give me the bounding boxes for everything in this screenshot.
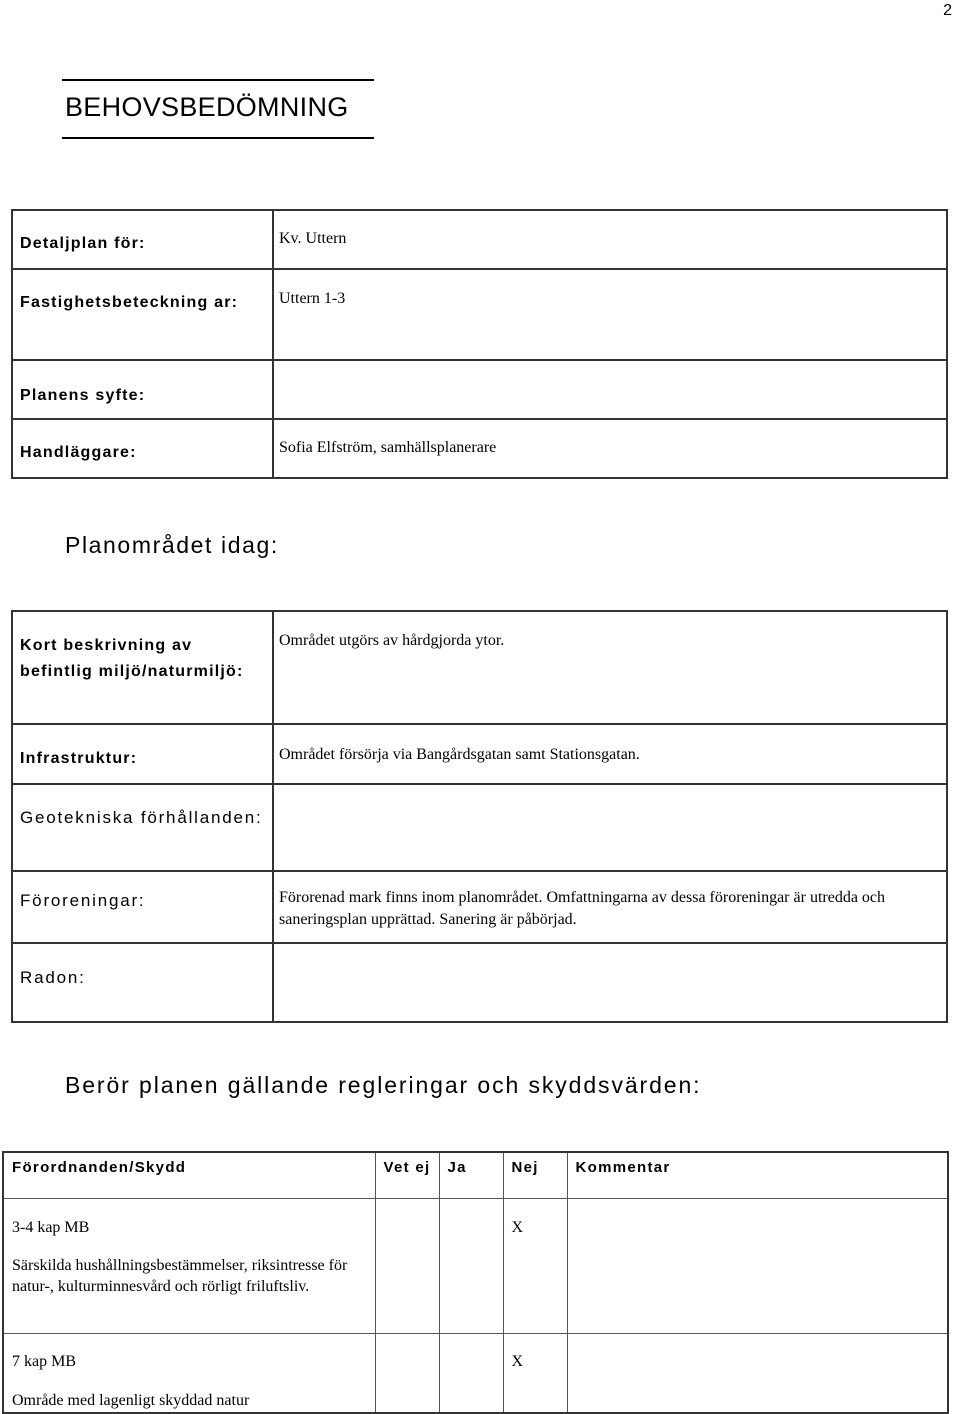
planomrade-table [11, 610, 948, 1023]
beskrivning-value: Området utgörs av hårdgjorda ytor. [273, 611, 947, 724]
row-2-ja [439, 1333, 503, 1413]
table-row [3, 1333, 948, 1413]
regleringar-heading: Berör planen gällande regleringar och skyddsvärden: [65, 1072, 702, 1098]
row-2-vet-ej [375, 1333, 439, 1413]
regleringar-header-row [3, 1152, 948, 1198]
geotekniska-value [273, 784, 947, 871]
row-handlaggare [12, 419, 947, 478]
title-bottom-rule [62, 137, 374, 139]
row-fororeningar [12, 871, 947, 943]
detaljplan-value: Kv. Uttern [273, 210, 947, 269]
regleringar-table [2, 1151, 949, 1414]
row-radon [12, 943, 947, 1022]
row-2-forordnande [3, 1333, 375, 1413]
row-detaljplan [12, 210, 947, 269]
detaljplan-label: Detaljplan för: [12, 210, 273, 269]
row-1-ja [439, 1198, 503, 1333]
infrastruktur-value: Området försörja via Bangårdsgatan samt Stationsgatan. [273, 724, 947, 784]
title-top-rule [62, 79, 374, 81]
geotekniska-label: Geotekniska förhållanden: [12, 784, 273, 871]
fastighet-label: Fastighetsbeteckning ar: [12, 269, 273, 360]
row-2-name: 7 kap MB [12, 1352, 76, 1370]
planomrade-heading: Planområdet idag: [65, 532, 279, 558]
row-1-kommentar [567, 1198, 948, 1333]
row-beskrivning [12, 611, 947, 724]
row-infrastruktur [12, 724, 947, 784]
row-2-kommentar [567, 1333, 948, 1413]
header-nej: Nej [503, 1152, 567, 1198]
row-fastighet [12, 269, 947, 360]
fororeningar-value: Förorenad mark finns inom planområdet. Omfattningarna av dessa föroreningar är utredda och saneringsplan upprättad. Sanering är påbörjad. [273, 871, 947, 943]
header-forordnande: Förordnanden/Skydd [3, 1152, 375, 1198]
syfte-label: Planens syfte: [12, 360, 273, 419]
document-title: BEHOVSBEDÖMNING [65, 92, 349, 122]
row-syfte [12, 360, 947, 419]
beskrivning-label: Kort beskrivning av befintlig miljö/naturmiljö: [12, 611, 273, 724]
header-kommentar: Kommentar [567, 1152, 948, 1198]
header-ja: Ja [439, 1152, 503, 1198]
table-row [3, 1198, 948, 1333]
plan-info-table [11, 209, 948, 479]
row-1-name: 3-4 kap MB [12, 1218, 90, 1236]
radon-value [273, 943, 947, 1022]
infrastruktur-label: Infrastruktur: [12, 724, 273, 784]
syfte-value [273, 360, 947, 419]
page-number: 2 [943, 2, 952, 19]
row-2-description: Område med lagenligt skyddad natur [12, 1391, 250, 1409]
fororeningar-label: Föroreningar: [12, 871, 273, 943]
row-1-vet-ej [375, 1198, 439, 1333]
radon-label: Radon: [12, 943, 273, 1022]
fastighet-value: Uttern 1-3 [273, 269, 947, 360]
row-geotekniska [12, 784, 947, 871]
row-1-forordnande [3, 1198, 375, 1333]
row-1-nej: X [503, 1198, 567, 1333]
header-vet-ej: Vet ej [375, 1152, 439, 1198]
handlaggare-value: Sofia Elfström, samhällsplanerare [273, 419, 947, 478]
row-1-description: Särskilda hushållningsbestämmelser, riksintresse för natur-, kulturminnesvård och rörligt friluftsliv. [12, 1256, 348, 1295]
handlaggare-label: Handläggare: [12, 419, 273, 478]
row-2-nej: X [503, 1333, 567, 1413]
